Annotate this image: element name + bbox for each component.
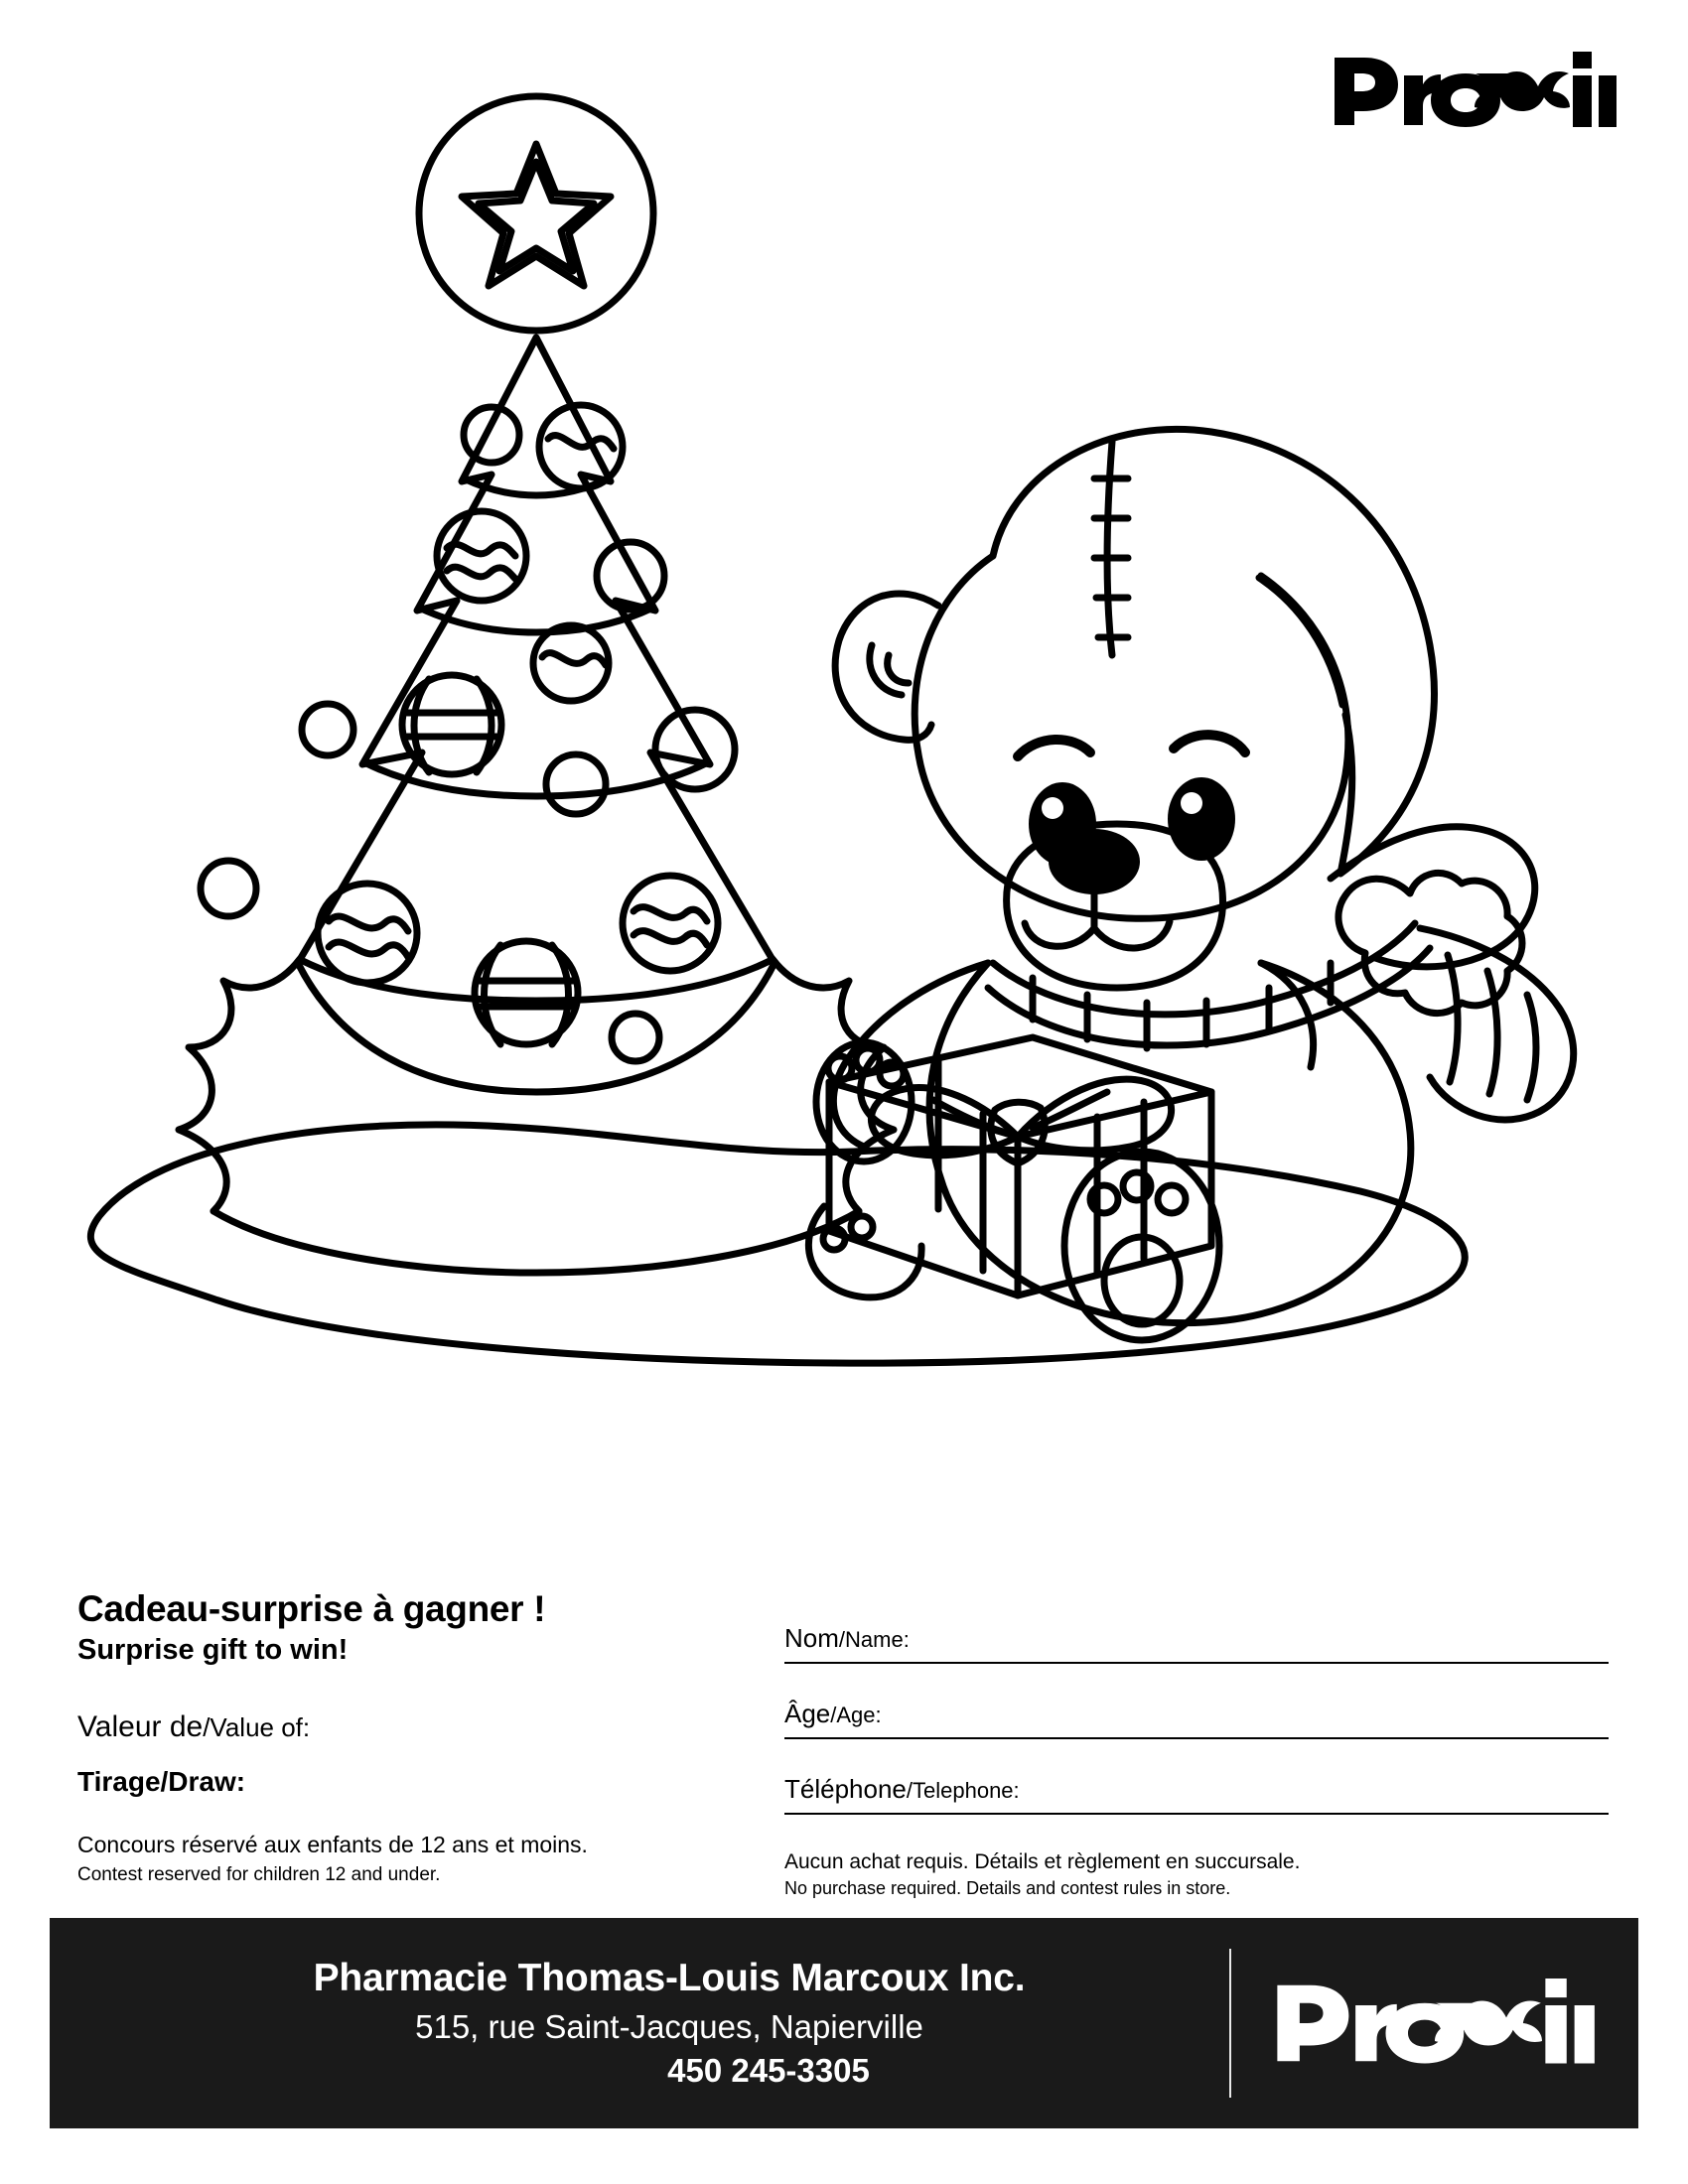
contest-value-line bbox=[77, 1710, 733, 1744]
contest-info-section bbox=[0, 1588, 1688, 1966]
legal-notice bbox=[784, 1850, 1609, 1899]
pharmacy-info bbox=[50, 1957, 1229, 2090]
pharmacy-address bbox=[109, 2008, 1229, 2046]
pharmacy-phone[interactable]: 450 245-3305 bbox=[667, 2052, 870, 2089]
contest-value-fr: Valeur de bbox=[77, 1710, 204, 1743]
field-age[interactable] bbox=[784, 1664, 1609, 1739]
field-name-label-fr: Nom bbox=[784, 1623, 839, 1653]
field-age-label-fr: Âge bbox=[784, 1699, 831, 1728]
contest-rules-fr: Concours réservé aux enfants de 12 ans et moins. bbox=[77, 1832, 588, 1857]
pharmacy-name: Pharmacie Thomas-Louis Marcoux Inc. bbox=[313, 1957, 1026, 1999]
contest-rules-en: Contest reserved for children 12 and under. bbox=[77, 1864, 441, 1885]
field-phone-input[interactable] bbox=[784, 1813, 1609, 1815]
contest-draw-fr: Tirage bbox=[77, 1766, 161, 1797]
proxim-logo-footer bbox=[1231, 1979, 1638, 2068]
entry-form bbox=[784, 1588, 1609, 1899]
field-age-label-en: /Age: bbox=[830, 1703, 882, 1727]
legal-notice-en: No purchase required. Details and contest rules in store. bbox=[784, 1878, 1231, 1898]
legal-notice-fr: Aucun achat requis. Détails et règlement en succursale. bbox=[784, 1850, 1301, 1873]
contest-left-column bbox=[77, 1588, 733, 1886]
field-phone[interactable] bbox=[784, 1739, 1609, 1815]
pharmacy-street: 515, rue Saint-Jacques, bbox=[415, 2008, 771, 2045]
field-phone-label-en: /Telephone: bbox=[906, 1778, 1020, 1803]
contest-title-en: Surprise gift to win! bbox=[77, 1634, 349, 1666]
pharmacy-city: Napierville bbox=[770, 2008, 923, 2045]
contest-title-fr: Cadeau-surprise à gagner ! bbox=[77, 1588, 546, 1629]
field-phone-label bbox=[784, 1774, 1020, 1805]
field-name-label bbox=[784, 1623, 910, 1654]
field-phone-label-fr: Téléphone bbox=[784, 1774, 907, 1804]
contest-draw-line bbox=[77, 1766, 733, 1798]
christmas-coloring-illustration bbox=[40, 89, 1648, 1549]
footer-divider bbox=[1229, 1949, 1231, 2098]
field-age-label bbox=[784, 1699, 882, 1729]
field-name-label-en: /Name: bbox=[838, 1627, 910, 1652]
contest-draw-en: /Draw: bbox=[160, 1766, 246, 1797]
field-name[interactable] bbox=[784, 1588, 1609, 1664]
footer-bar bbox=[50, 1918, 1638, 2128]
proxim-wordmark-icon bbox=[1271, 1979, 1599, 2068]
contest-value-en: /Value of: bbox=[203, 1712, 311, 1742]
